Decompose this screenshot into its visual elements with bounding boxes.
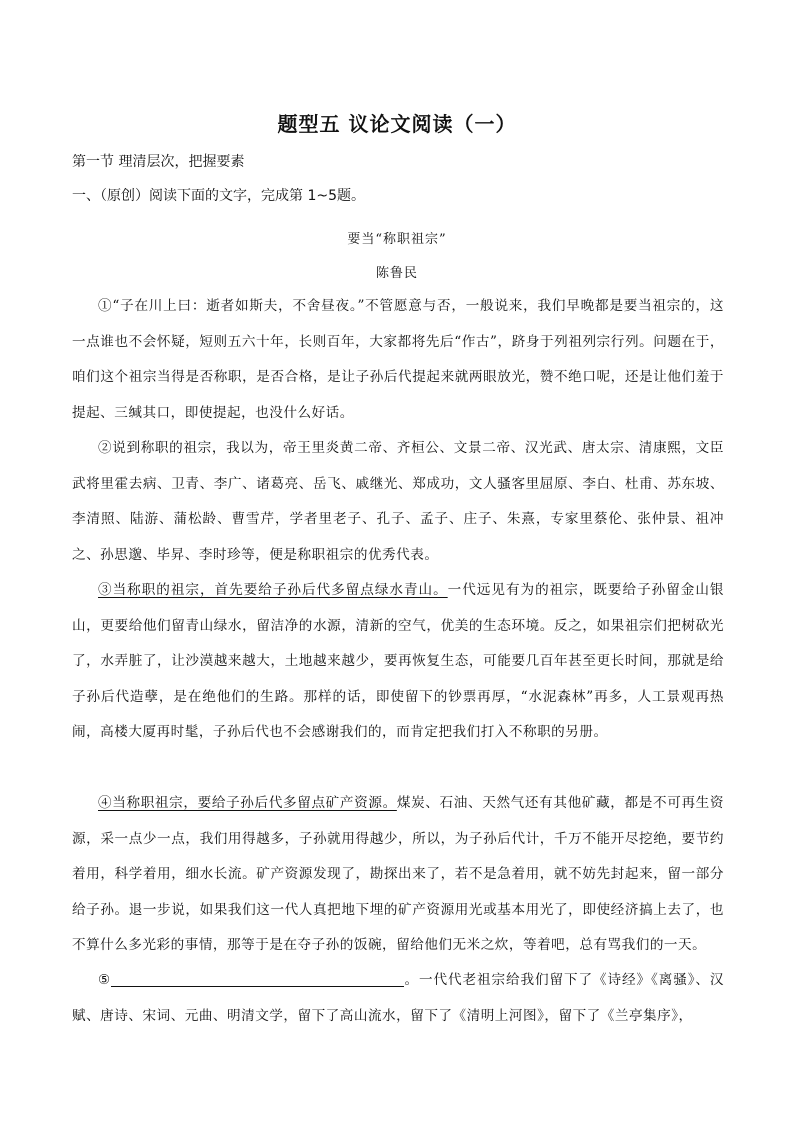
article-author: 陈鲁民 (375, 266, 418, 281)
paragraph-2: ②说到称职的祖宗，我以为，帝王里炎黄二帝、齐桓公、文景二帝、汉光武、唐太宗、清康熙，文臣武将里霍去病、卫青、李广、诸葛亮、岳飞、戚继光、郑成功，文人骚客里屈原、李白、杜甫、苏东坡、李清照、陆游、蒲松龄、曹雪芹，学者里老子、孔子、孟子、庄子、朱熹，专家里蔡伦、张仲景、祖冲之、孙思邈、毕昇、李时珍等，便是称职祖宗的优秀代表。 (72, 440, 724, 563)
paragraph-number: ⑤ (98, 972, 112, 988)
paragraph-text: 煤炭、石油、天然气还有其他矿藏，都是不可再生资源，采一点少一点，我们用得越多，子孙就用得越少，所以，为子孙后代计，千万不能开尽挖绝，要节约着用，科学着用，细水长流。矿产资源发现了，勘探出来了，若不是急着用，就不妨先封起来，留一部分给子孙。退一步说，如果我们这一代人真把地下埋的矿产资源用光或基本用光了，即使经济搞上去了，也不算什么多光彩的事情，那等于是在夺子孙的饭碗，留给他们无米之炊，等着吧，总有骂我们的一天。 (72, 795, 725, 954)
paragraph-1: ①“子在川上曰：逝者如斯夫，不舍昼夜。”不管愿意与否，一般说来，我们早晚都是要当祖宗的，这一点谁也不会怀疑，短则五六十年，长则百年，大家都将先后“作古”，跻身于列祖列宗行列。问题在于，咱们这个祖宗当得是否称职，是否合格，是让子孙后代提起来就两眼放光，赞不绝口呢，还是让他们羞于提起、三缄其口，即使提起，也没什么好话。 (72, 298, 724, 421)
question-instruction: 一、（原创）阅读下面的文字，完成第 1~5题。 (72, 188, 365, 204)
paragraph-4 (72, 786, 724, 964)
paragraph-5 (72, 963, 724, 1034)
paragraph-text: 一代远见有为的祖宗，既要给子孙留金山银山，更要给他们留青山绿水，留洁净的水源，清新的空气，优美的生态环境。反之，如果祖宗们把树砍光了，水弄脏了，让沙漠越来越大，土地越来越少，要再恢复生态，可能要几百年甚至更长时间，那就是给子孙后代造孽，是在绝他们的生路。那样的话，即使留下的钞票再厚，“水泥森林”再多，人工景观再热闹，高楼大厦再时髦，子孙后代也不会感谢我们的，而肯定把我们打入不称职的另册。 (72, 582, 725, 741)
article-title: 要当“称职祖宗” (347, 232, 447, 247)
paragraph-3 (72, 573, 724, 751)
paragraph-text: 。一代代老祖宗给我们留下了《诗经》《离骚》、汉赋、唐诗、宋词、元曲、明清文学，留下了高山流水，留下了《清明上河图》，留下了《兰亭集序》， (72, 972, 724, 1024)
page-title: 题型五 议论文阅读（一） (277, 112, 517, 136)
underlined-sentence: ③当称职的祖宗，首先要给子孙后代多留点绿水青山。 (98, 582, 448, 598)
section-heading: 第一节 理清层次，把握要素 (72, 154, 245, 170)
fill-in-blank[interactable] (111, 970, 404, 987)
underlined-sentence: ④当称职祖宗，要给子孙后代多留点矿产资源。 (98, 795, 397, 811)
